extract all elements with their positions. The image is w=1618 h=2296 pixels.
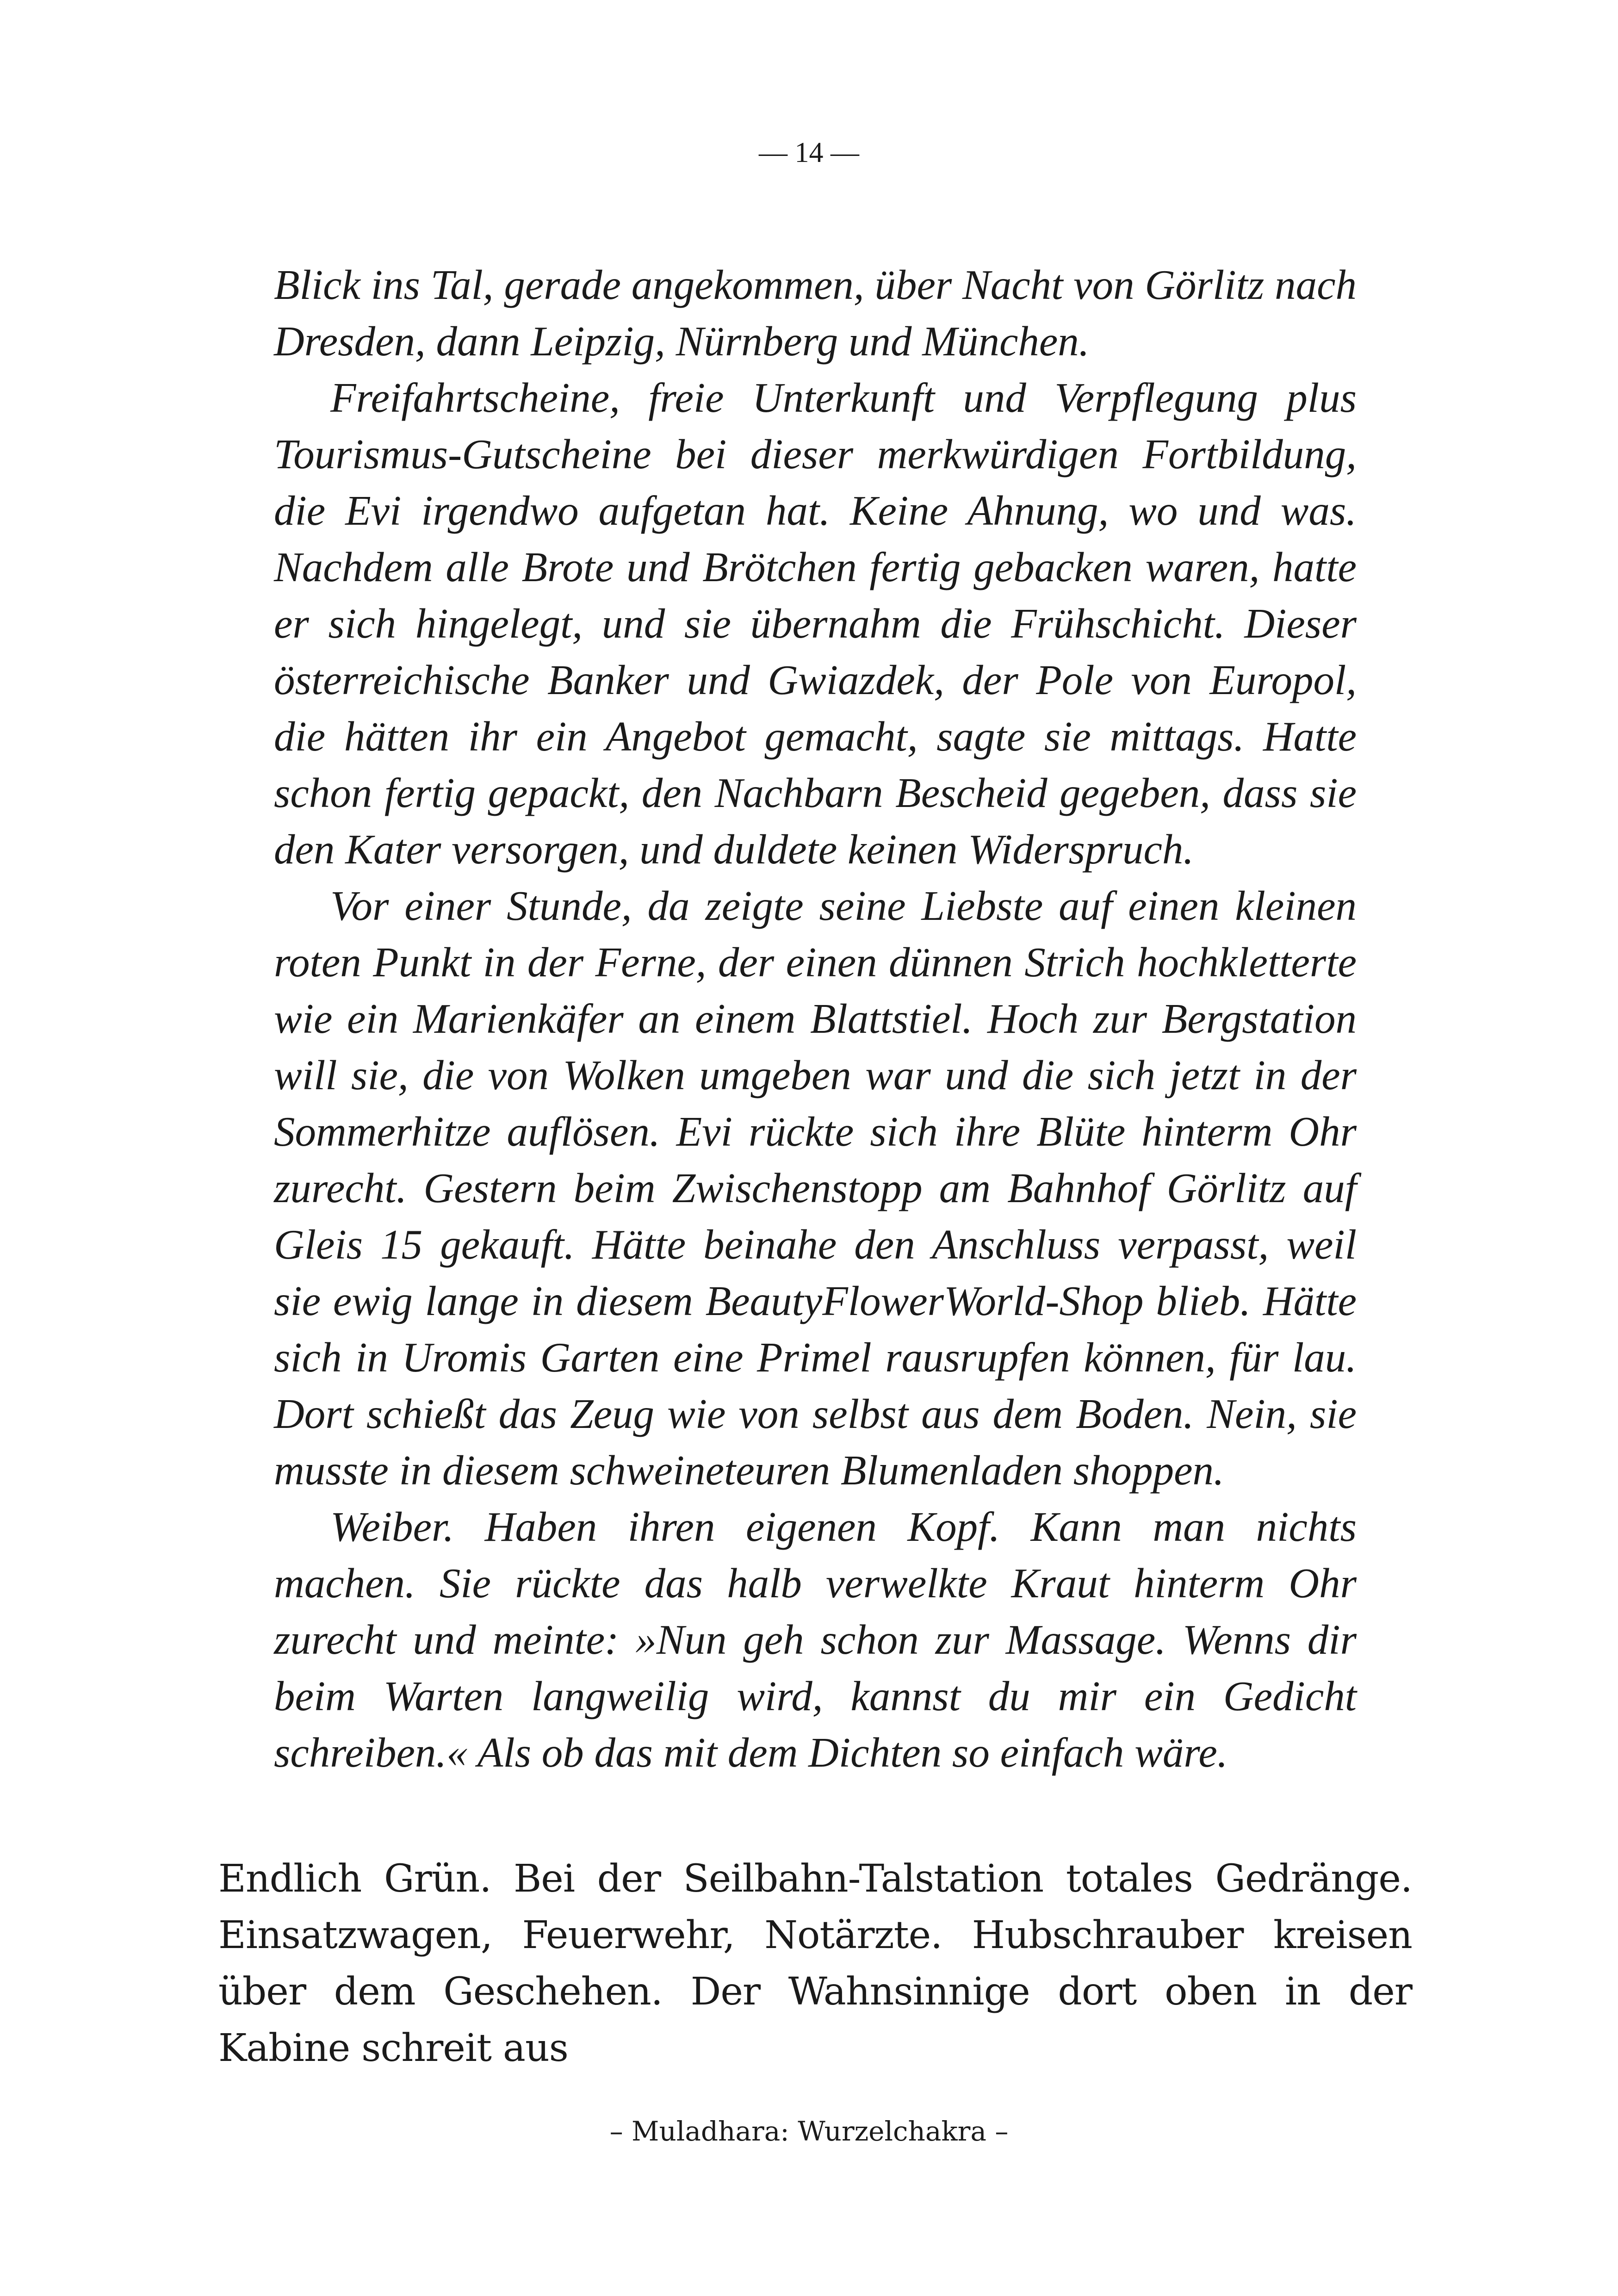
running-footer: – Muladhara: Wurzelchakra – [609,2116,1009,2147]
italic-paragraph: Weiber. Haben ihren eigenen Kopf. Kann man nichts machen. Sie rückte das halb verwelkte Kraut hinterm Ohr zurecht und meinte: »Nun geh schon zur Massage. Wenns dir beim Warten langweilig wird, kannst du mir ein Gedicht schreiben.« Als ob das mit dem Dichten so einfach wäre. [274,1503,1357,1776]
italic-passage [274,257,1357,1781]
italic-paragraph: Vor einer Stunde, da zeigte seine Liebste auf einen kleinen roten Punkt in der Ferne, der einen dünnen Strich hochkletterte wie ein Marienkäfer an einem Blattstiel. Hoch zur Bergstation will sie, die von Wolken umgeben war und die sich jetzt in der Sommerhitze auflösen. Evi rückte sich ihre Blüte hinterm Ohr zurecht. Gestern beim Zwischenstopp am Bahnhof Görlitz auf Gleis 15 gekauft. Hätte beinahe den Anschluss verpasst, weil sie ewig lange in diesem BeautyFlowerWorld-Shop blieb. Hätte sich in Uromis Garten eine Primel rausrupfen können, für lau. Dort schießt das Zeug wie von selbst aus dem Boden. Nein, sie musste in diesem schweineteuren Blumenladen shoppen. [274,882,1357,1494]
body-paragraph: Endlich Grün. Bei der Seilbahn-Talstation totales Gedränge. Einsatzwagen, Feuerwehr, Notärzte. Hubschrauber kreisen über dem Geschehen. Der Wahnsinnige dort oben in der Kabine schreit aus [218,1857,1412,2070]
main-text [218,1851,1412,2077]
italic-paragraph: Freifahrtscheine, freie Unterkunft und Verpflegung plus Tourismus-Gutscheine bei dieser merkwürdigen Fortbildung, die Evi irgendwo aufgetan hat. Keine Ahnung, wo und was. Nachdem alle Brote und Brötchen fertig gebacken waren, hatte er sich hingelegt, und sie übernahm die Frühschicht. Dieser österreichische Banker und Gwiazdek, der Pole von Europol, die hätten ihr ein Angebot gemacht, sagte sie mittags. Hatte schon fertig gepackt, den Nachbarn Bescheid gegeben, dass sie den Kater versorgen, und duldete keinen Widerspruch. [274,374,1357,873]
page-number: — 14 — [759,137,859,168]
italic-paragraph: Blick ins Tal, gerade angekommen, über Nacht von Görlitz nach Dresden, dann Leipzig, Nürnberg und München. [274,261,1357,365]
